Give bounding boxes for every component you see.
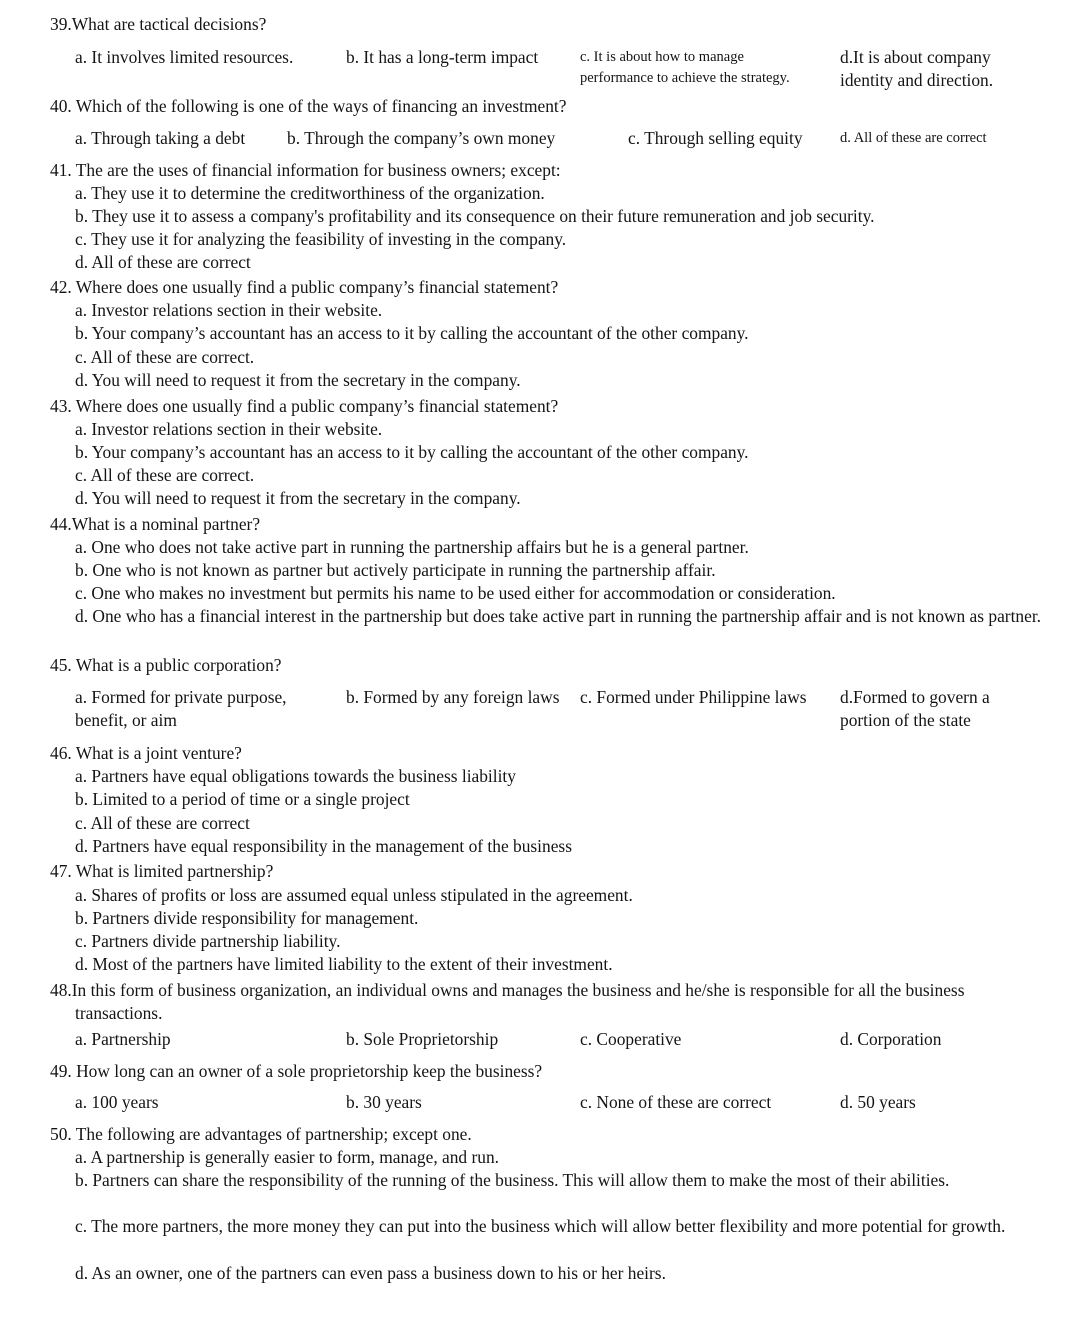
question-44-option-d: d. One who has a financial interest in the partnership but does take active part in running the partnership affair and is not known as partner. [75,606,1042,626]
question-42-option-d: d. You will need to request it from the secretary in the company. [75,370,521,390]
question-41-option-a: a. They use it to determine the creditworthiness of the organization. [75,183,545,203]
question-49-option-b: b. 30 years [346,1092,422,1112]
question-39-option-d: d.It is about company identity and direction. [840,47,994,90]
question-40-stem: 40. Which of the following is one of the ways of financing an investment? [50,96,567,116]
question-48-stem-text: 48.In this form of business organization, an individual owns and manages the business and he/she is responsible for all the business transactions. [50,980,965,1023]
question-41-option-d: d. All of these are correct [75,252,251,272]
question-50-option-c: c. The more partners, the more money they can put into the business which will allow better flexibility and more potential for growth. [75,1216,1006,1236]
question-47-option-d: d. Most of the partners have limited liability to the extent of their investment. [75,954,613,974]
question-45-options [75,686,1045,736]
question-45-option-c: c. Formed under Philippine laws [580,687,807,707]
question-48-option-c: c. Cooperative [580,1029,682,1049]
question-50-option-d: d. As an owner, one of the partners can even pass a business down to his or her heirs. [75,1263,666,1283]
question-48-options [75,1028,1045,1052]
question-46-option-a: a. Partners have equal obligations towards the business liability [75,766,516,786]
question-43-option-c: c. All of these are correct. [75,465,255,485]
question-49-option-c: c. None of these are correct [580,1092,772,1112]
question-43-option-a: a. Investor relations section in their website. [75,419,383,439]
question-39-option-c: c. It is about how to manage performance to achieve the strategy. [580,49,790,86]
question-43-stem: 43. Where does one usually find a public company’s financial statement? [50,396,559,416]
question-47-option-b: b. Partners divide responsibility for management. [75,908,419,928]
question-48-stem [50,979,1050,1025]
question-40-options [75,127,1045,151]
question-49-option-a: a. 100 years [75,1092,159,1112]
question-40-option-a: a. Through taking a debt [75,128,246,148]
question-39-option-a: a. It involves limited resources. [75,47,294,67]
question-44-option-c: c. One who makes no investment but permits his name to be used either for accommodation or consideration. [75,583,836,603]
question-48-option-a: a. Partnership [75,1029,171,1049]
question-46-option-d: d. Partners have equal responsibility in the management of the business [75,836,572,856]
question-47-option-c: c. Partners divide partnership liability. [75,931,341,951]
question-43-option-d: d. You will need to request it from the secretary in the company. [75,488,521,508]
question-42-option-a: a. Investor relations section in their website. [75,300,383,320]
question-44-stem: 44.What is a nominal partner? [50,514,261,534]
question-46-option-b: b. Limited to a period of time or a single project [75,789,410,809]
question-42-stem: 42. Where does one usually find a public company’s financial statement? [50,277,559,297]
question-48-option-b: b. Sole Proprietorship [346,1029,499,1049]
question-45-option-d: d.Formed to govern a portion of the state [840,687,990,730]
question-50-option-a: a. A partnership is generally easier to form, manage, and run. [75,1147,499,1167]
question-49-options [75,1091,1045,1115]
question-42-option-b: b. Your company’s accountant has an access to it by calling the accountant of the other company. [75,323,749,343]
question-43-option-b: b. Your company’s accountant has an access to it by calling the accountant of the other company. [75,442,749,462]
question-40-option-d: d. All of these are correct [840,130,987,146]
question-44-option-b: b. One who is not known as partner but actively participate in running the partnership affair. [75,560,716,580]
question-47-option-a: a. Shares of profits or loss are assumed equal unless stipulated in the agreement. [75,885,633,905]
question-39-options [75,46,1045,96]
question-42-option-c: c. All of these are correct. [75,347,255,367]
question-40-option-c: c. Through selling equity [628,128,803,148]
question-40-option-b: b. Through the company’s own money [287,128,556,148]
question-39-stem: 39.What are tactical decisions? [50,14,267,34]
question-41-stem: 41. The are the uses of financial information for business owners; except: [50,160,561,180]
question-47-stem: 47. What is limited partnership? [50,861,274,881]
question-50-option-b: b. Partners can share the responsibility of the running of the business. This will allow them to make the most of their abilities. [75,1170,950,1190]
question-41-option-b: b. They use it to assess a company's profitability and its consequence on their future remuneration and job security. [75,206,875,226]
question-48-option-d: d. Corporation [840,1029,942,1049]
question-50-stem: 50. The following are advantages of partnership; except one. [50,1124,472,1144]
question-45-option-a: a. Formed for private purpose, benefit, or aim [75,687,287,730]
question-44-option-a: a. One who does not take active part in running the partnership affairs but he is a general partner. [75,537,749,557]
question-46-stem: 46. What is a joint venture? [50,743,242,763]
question-45-option-b: b. Formed by any foreign laws [346,687,560,707]
question-46-option-c: c. All of these are correct [75,813,250,833]
question-49-stem: 49. How long can an owner of a sole proprietorship keep the business? [50,1061,543,1081]
question-41-option-c: c. They use it for analyzing the feasibility of investing in the company. [75,229,567,249]
question-39-option-b: b. It has a long-term impact [346,47,539,67]
question-45-stem: 45. What is a public corporation? [50,655,282,675]
question-49-option-d: d. 50 years [840,1092,916,1112]
